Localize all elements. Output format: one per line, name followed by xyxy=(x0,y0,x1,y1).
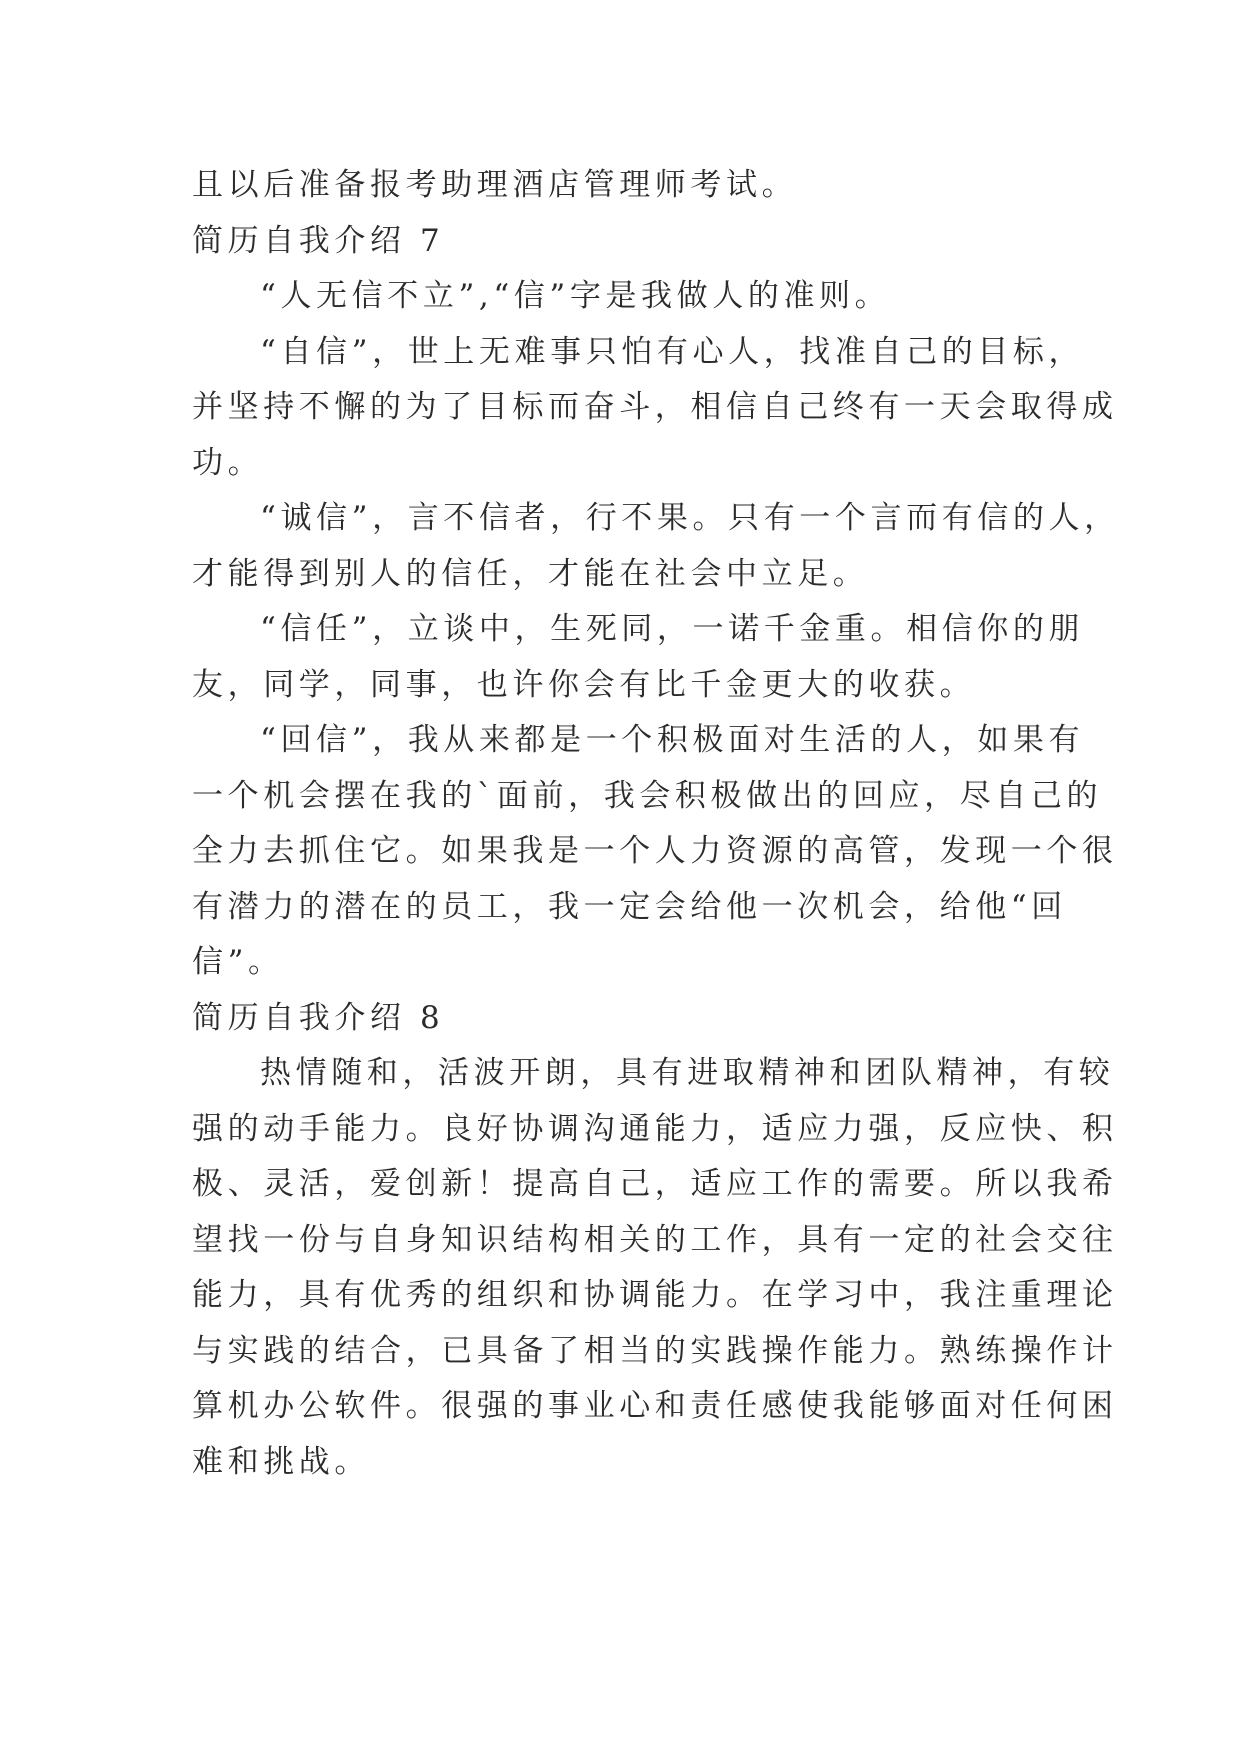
text-line: 强的动手能力。良好协调沟通能力，适应力强，反应快、积 xyxy=(192,1110,1118,1147)
text-line: 极、灵活，爱创新！提高自己，适应工作的需要。所以我希 xyxy=(192,1166,1118,1202)
text-line: 才能得到别人的信任，才能在社会中立足。 xyxy=(192,555,869,592)
text-line: 与实践的结合，已具备了相当的实践操作能力。熟练操作计 xyxy=(192,1332,1118,1369)
text-line: 有潜力的潜在的员工，我一定会给他一次机会，给他“回 xyxy=(192,888,1067,925)
text-line: 全力去抓住它。如果我是一个人力资源的高管，发现一个很 xyxy=(192,833,1118,869)
text-line: 难和挑战。 xyxy=(192,1443,370,1480)
paragraph-line: “回信”，我从来都是一个积极面对生活的人，如果有 xyxy=(260,722,1085,758)
text-line: 望找一份与自身知识结构相关的工作，具有一定的社会交往 xyxy=(192,1221,1118,1258)
section-heading: 简历自我介绍 8 xyxy=(192,999,445,1036)
text-line: 友，同学，同事，也许你会有比千金更大的收获。 xyxy=(192,666,976,703)
text-line: 一个机会摆在我的`面前，我会积极做出的回应，尽自己的 xyxy=(192,777,1103,814)
paragraph-line: “自信”，世上无难事只怕有心人，找准自己的目标， xyxy=(260,333,1085,370)
paragraph-line: 热情随和，活波开朗，具有进取精神和团队精神，有较 xyxy=(260,1055,1115,1091)
paragraph-line: “诚信”，言不信者，行不果。只有一个言而有信的人， xyxy=(260,500,1120,536)
text-line: 能力，具有优秀的组织和协调能力。在学习中，我注重理论 xyxy=(192,1277,1118,1313)
section-heading: 简历自我介绍 7 xyxy=(192,222,445,259)
text-line: 并坚持不懈的为了目标而奋斗，相信自己终有一天会取得成 xyxy=(192,389,1118,425)
paragraph-line: “信任”，立谈中，生死同，一诺千金重。相信你的朋 xyxy=(260,611,1085,647)
text-line: 功。 xyxy=(192,444,264,481)
text-line: 且以后准备报考助理酒店管理师考试。 xyxy=(192,167,798,203)
document-body xyxy=(192,158,1120,1490)
paragraph-line: “人无信不立”,“信”字是我做人的准则。 xyxy=(260,278,891,314)
text-line: 信”。 xyxy=(192,944,284,980)
text-line: 算机办公软件。很强的事业心和责任感使我能够面对任何困 xyxy=(192,1388,1118,1424)
